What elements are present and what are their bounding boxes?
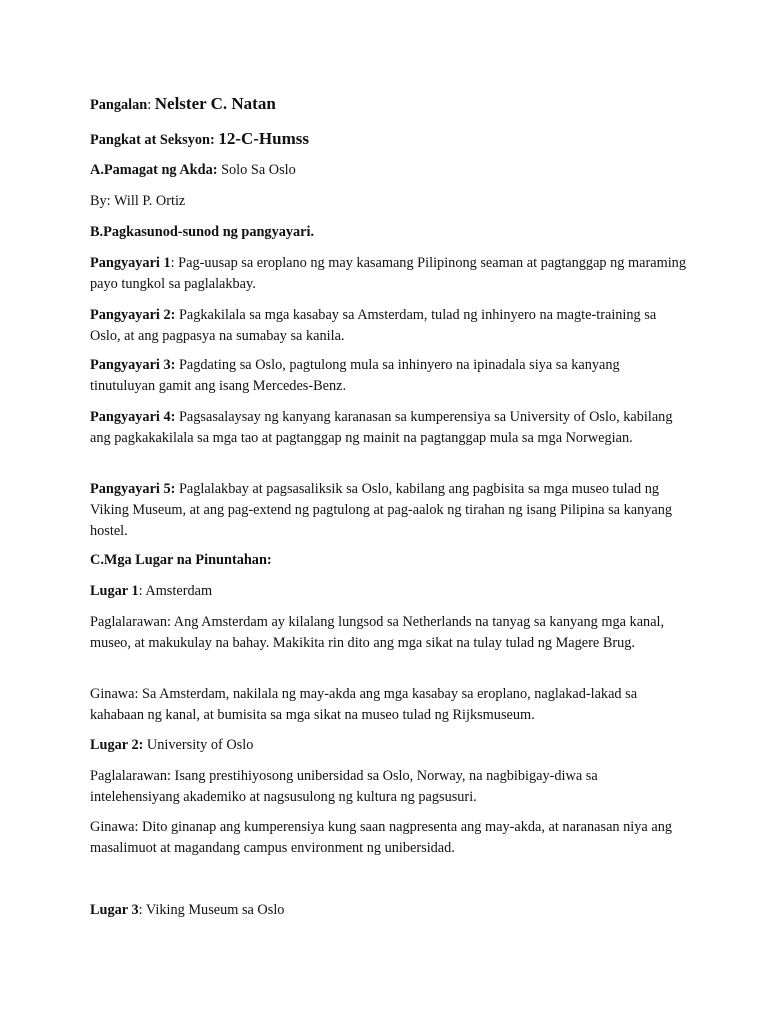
place-3-line — [90, 900, 690, 921]
place-2-activities: Ginawa: Dito ginanap ang kumperensiya kung saan nagpresenta ang may-akda, at naranasan niya ang masalimuot at magandang campus environment ng unibersidad. — [90, 819, 672, 856]
places-heading: C.Mga Lugar na Pinuntahan: — [90, 552, 272, 568]
place-1-description: Paglalarawan: Ang Amsterdam ay kilalang lungsod sa Netherlands na tanyag sa kanyang mga kanal, museo, at makukulay na bahay. Makikita rin dito ang mga sikat na tulay tulad ng Magere Brug. — [90, 614, 665, 651]
name-label: Pangalan — [90, 97, 148, 113]
event-label: Pangyayari 2: — [90, 307, 176, 323]
event-item-4 — [90, 407, 686, 449]
section-label: Pangkat at Seksyon: — [90, 132, 215, 148]
event-text: : Pag-uusap sa eroplano ng may kasamang Pilipinong seaman at pagtanggap ng maraming payo tungkol sa paglalakbay. — [90, 255, 686, 292]
student-name-line: Pangalan: Nelster C. Natan — [90, 94, 276, 113]
event-label: Pangyayari 4: — [90, 409, 176, 425]
student-name: Nelster C. Natan — [154, 94, 276, 113]
event-text: Pagsasalaysay ng kanyang karanasan sa kumperensiya sa University of Oslo, kabilang ang pagkakakilala sa mga tao at pagtanggap ng mainit na pagtanggap mula sa mga Norwegian. — [90, 409, 673, 446]
place-label: Lugar 1 — [90, 583, 139, 599]
place-2-description: Paglalarawan: Isang prestihiyosong unibersidad sa Oslo, Norway, na nagbibigay-diwa sa intelehensiyang akademiko at nagsusulong ng kultura ng pagsusuri. — [90, 768, 598, 805]
event-item-2 — [90, 305, 686, 347]
place-label: Lugar 3 — [90, 902, 139, 918]
place-2-line — [90, 735, 690, 756]
event-item-3 — [90, 355, 686, 397]
place-1-line — [90, 581, 690, 602]
author-line: By: Will P. Ortiz — [90, 193, 186, 209]
place-name: University of Oslo — [143, 737, 254, 753]
section-value: 12-C-Humss — [218, 129, 309, 148]
events-heading: B.Pagkasunod-sunod ng pangyayari. — [90, 224, 315, 240]
place-1-activities: Ginawa: Sa Amsterdam, nakilala ng may-akda ang mga kasabay sa eroplano, naglakad-lakad sa kahabaan ng kanal, at bumisita sa mga sikat na museo tulad ng Rijksmuseum. — [90, 686, 638, 723]
event-label: Pangyayari 1 — [90, 255, 171, 271]
place-label: Lugar 2: — [90, 737, 144, 753]
event-label: Pangyayari 5: — [90, 481, 176, 497]
place-name: : Amsterdam — [138, 583, 213, 599]
work-title-line — [90, 160, 690, 181]
event-item-5 — [90, 479, 686, 542]
event-label: Pangyayari 3: — [90, 357, 176, 373]
event-text: Pagkakilala sa mga kasabay sa Amsterdam, tulad ng inhinyero na magte-training sa Oslo, at ang pagpasya na sumabay sa kanila. — [90, 307, 657, 344]
event-text: Paglalakbay at pagsasaliksik sa Oslo, kabilang ang pagbisita sa mga museo tulad ng Viking Museum, at ang pag-extend ng pagtulong at pag-aalok ng tirahan ng isang Pilipina sa kanyang hostel. — [90, 481, 673, 539]
event-item-1 — [90, 253, 686, 295]
work-title: Solo Sa Oslo — [221, 162, 296, 178]
event-text: Pagdating sa Oslo, pagtulong mula sa inhinyero na ipinadala siya sa kanyang tinutuluyan gamit ang isang Mercedes-Benz. — [90, 357, 620, 394]
place-name: : Viking Museum sa Oslo — [138, 902, 285, 918]
work-title-label: A.Pamagat ng Akda: — [90, 162, 218, 178]
section-line — [90, 128, 690, 151]
